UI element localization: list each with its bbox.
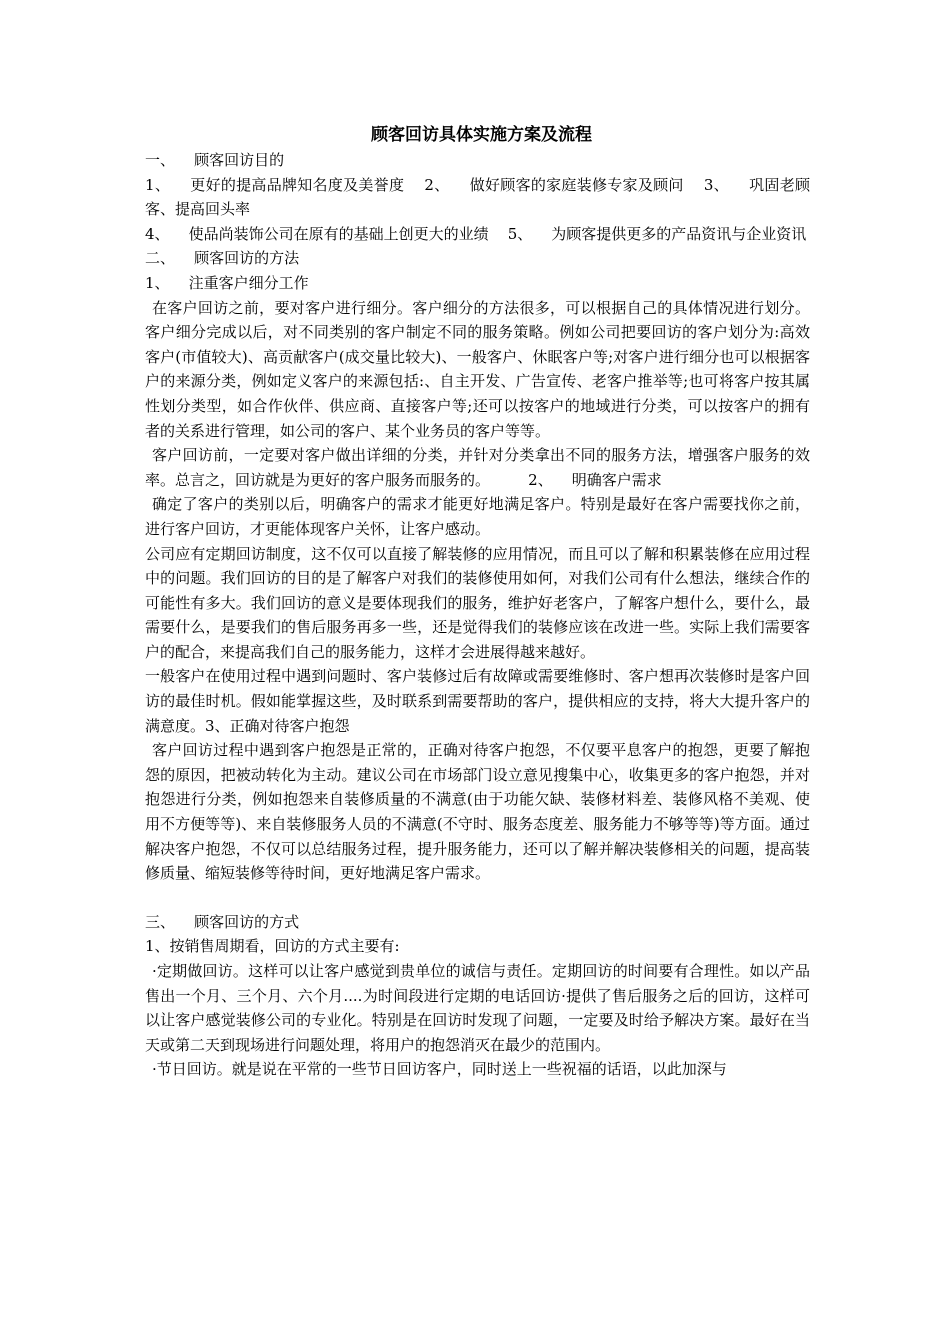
paragraph-customer-segmentation: 在客户回访之前，要对客户进行细分。客户细分的方法很多，可以根据自己的具体情况进行划分。客户细分完成以后，对不同类别的客户制定不同的服务策略。例如公司把要回访的客户划分为:高效客户(市值较大)、高贡献客户(成交量比较大)、一般客户、休眠客户等;对客户进行细分也可以根据客户的来源分类，例如定义客户的来源包括:、自主开发、广告宣传、老客户推举等;也可将客户按其属性划分类型，如合作伙伴、供应商、直接客户等;还可以按客户的地域进行分类，可以按客户的拥有者的关系进行管理，如公司的客户、某个业务员的客户等等。: [145, 298, 810, 440]
purpose-items-1-3: 1、 更好的提高品牌知名度及美誉度 2、 做好顾客的家庭装修专家及顾问 3、 巩固老顾客、提高回头率: [145, 175, 810, 219]
paragraph-regular-visits: 公司应有定期回访制度，这不仅可以直接了解装修的应用情况，而且可以了解和积累装修在应用过程中的问题。我们回访的目的是了解客户对我们的装修使用如何，对我们公司有什么想法，继续合作的可能性有多大。我们回访的意义是要体现我们的服务，维护好老客户，了解客户想什么，要什么，最需要什么，是要我们的售后服务再多一些，还是觉得我们的装修应该在改进一些。实际上我们需要客户的配合，来提高我们自己的服务能力，这样才会进展得越来越好。: [145, 544, 810, 661]
section-heading-methods: 二、 顾客回访的方法: [145, 249, 300, 268]
paragraph-classification-summary: 客户回访前，一定要对客户做出详细的分类，并针对分类拿出不同的服务方法，增强客户服务的效率。总言之，回访就是为更好的客户服务而服务的。 2、 明确客户需求: [145, 446, 810, 489]
document-body: [145, 122, 810, 1082]
paragraph-periodic-visit: ·定期做回访。这样可以让客户感觉到贵单位的诚信与责任。定期回访的时间要有合理性。如以产品售出一个月、三个月、六个月....为时间段进行定期的电话回访·提供了售后服务之后的回访，这样可以让客户感觉装修公司的专业化。特别是在回访时发现了问题，一定要及时给予解决方案。最好在当天或第二天到现场进行问题处理，将用户的抱怨消灭在最少的范围内。: [145, 962, 810, 1054]
ways-by-sales-cycle: 1、按销售周期看，回访的方式主要有:: [145, 937, 400, 956]
section-heading-purpose: 一、 顾客回访目的: [145, 151, 285, 169]
paragraph-complaints: 客户回访过程中遇到客户抱怨是正常的，正确对待客户抱怨，不仅要平息客户的抱怨，更要了解抱怨的原因，把被动转化为主动。建议公司在市场部门设立意见搜集中心，收集更多的客户抱怨，并对抱怨进行分类，例如抱怨来自装修质量的不满意(由于功能欠缺、装修材料差、装修风格不美观、使用不方便等等)、来自装修服务人员的不满意(不守时、服务态度差、服务能力不够等等)等方面。通过解决客户抱怨，不仅可以总结服务过程，提升服务能力，还可以了解并解决装修相关的问题，提高装修质量、缩短装修等待时间，更好地满足客户需求。: [145, 741, 810, 883]
document-title: 顾客回访具体实施方案及流程: [371, 125, 592, 145]
section-heading-ways: 三、 顾客回访的方式: [145, 912, 300, 931]
paragraph-holiday-visit: ·节日回访。就是说在平常的一些节日回访客户，同时送上一些祝福的话语，以此加深与: [152, 1060, 727, 1079]
blank-line: [145, 886, 810, 910]
paragraph-customer-needs: 确定了客户的类别以后，明确客户的需求才能更好地满足客户。特别是最好在客户需要找你之前，进行客户回访，才更能体现客户关怀，让客户感动。: [145, 495, 810, 538]
paragraph-best-timing: 一般客户在使用过程中遇到问题时、客户装修过后有故障或需要维修时、客户想再次装修时是客户回访的最佳时机。假如能掌握这些，及时联系到需要帮助的客户，提供相应的支持，将大大提升客户的满意度。3、正确对待客户抱怨: [145, 667, 810, 735]
method-1-heading: 1、 注重客户细分工作: [145, 273, 309, 292]
purpose-items-4-5: 4、 使品尚装饰公司在原有的基础上创更大的业绩 5、 为顾客提供更多的产品资讯与企业资讯: [145, 224, 807, 243]
